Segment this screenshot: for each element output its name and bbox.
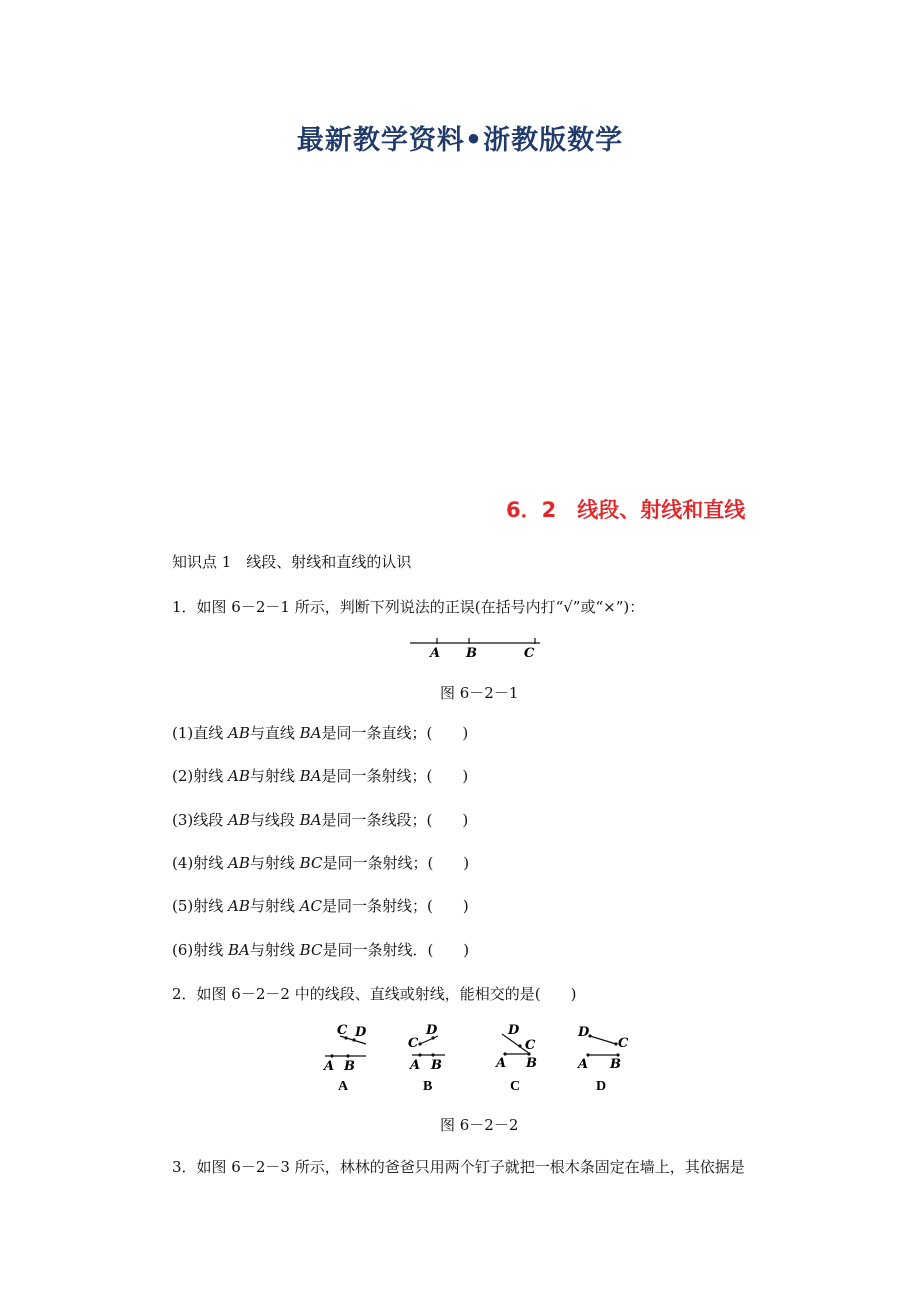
option-d-label-c: C: [618, 1036, 629, 1051]
option-c-label-b: B: [526, 1056, 537, 1071]
option-d-label-a: A: [578, 1057, 589, 1072]
q1-item-6: (6)射线 BA与射线 BC是同一条射线．( ): [172, 941, 470, 959]
option-a-label: A: [338, 1079, 349, 1094]
option-d-label-d: D: [578, 1025, 590, 1040]
q1-item-4: (4)射线 AB与射线 BC是同一条射线；( ): [172, 854, 470, 872]
section-title: 6．2 线段、射线和直线: [506, 498, 746, 522]
option-b-label-c: C: [408, 1036, 419, 1051]
option-c-label: C: [510, 1079, 521, 1094]
option-d-figure: [576, 1025, 629, 1072]
option-c-label-c: C: [525, 1038, 536, 1053]
option-b-label-a: A: [410, 1058, 421, 1073]
figure-6-2-1-caption: 图 6－2－1: [440, 684, 519, 702]
option-a-label-b: B: [344, 1059, 355, 1074]
option-a-label-c: C: [337, 1023, 348, 1038]
option-c-label-d: D: [508, 1023, 520, 1038]
option-d-label: D: [596, 1079, 607, 1094]
option-b-label: B: [423, 1079, 433, 1094]
option-a-label-a: A: [324, 1059, 335, 1074]
q1-item-5: (5)射线 AB与射线 AC是同一条射线；( ): [172, 897, 469, 915]
point-label-a: A: [430, 646, 441, 661]
q1-item-2: (2)射线 AB与射线 BA是同一条射线；( ): [172, 767, 469, 785]
option-b-label-b: B: [431, 1058, 442, 1073]
option-d-label-b: B: [610, 1057, 621, 1072]
figure-6-2-1: [400, 632, 550, 662]
option-a-figure: [322, 1023, 367, 1074]
q1-item-3: (3)线段 AB与线段 BA是同一条线段；( ): [172, 811, 469, 829]
option-c-label-a: A: [496, 1056, 507, 1071]
question-1-stem: 1．如图 6－2－1 所示，判断下列说法的正误(在括号内打“√”或“×”)：: [172, 598, 645, 616]
option-b-figure: [408, 1023, 445, 1073]
question-3-stem: 3．如图 6－2－3 所示，林林的爸爸只用两个钉子就把一根木条固定在墙上，其依据是: [172, 1158, 745, 1176]
option-c-figure: [494, 1023, 537, 1071]
option-b-label-d: D: [426, 1023, 438, 1038]
figure-6-2-2: [320, 1020, 640, 1100]
point-label-c: C: [524, 646, 535, 661]
knowledge-point-heading: 知识点 1 线段、射线和直线的认识: [172, 553, 412, 571]
option-a-label-d: D: [355, 1025, 367, 1040]
point-label-b: B: [466, 646, 477, 661]
question-2-stem: 2．如图 6－2－2 中的线段、直线或射线，能相交的是( ): [172, 985, 577, 1003]
figure-6-2-2-caption: 图 6－2－2: [440, 1116, 519, 1134]
q1-item-1: (1)直线 AB与直线 BA是同一条直线；( ): [172, 724, 469, 742]
document-header: 最新教学资料•浙教版数学: [296, 125, 624, 156]
